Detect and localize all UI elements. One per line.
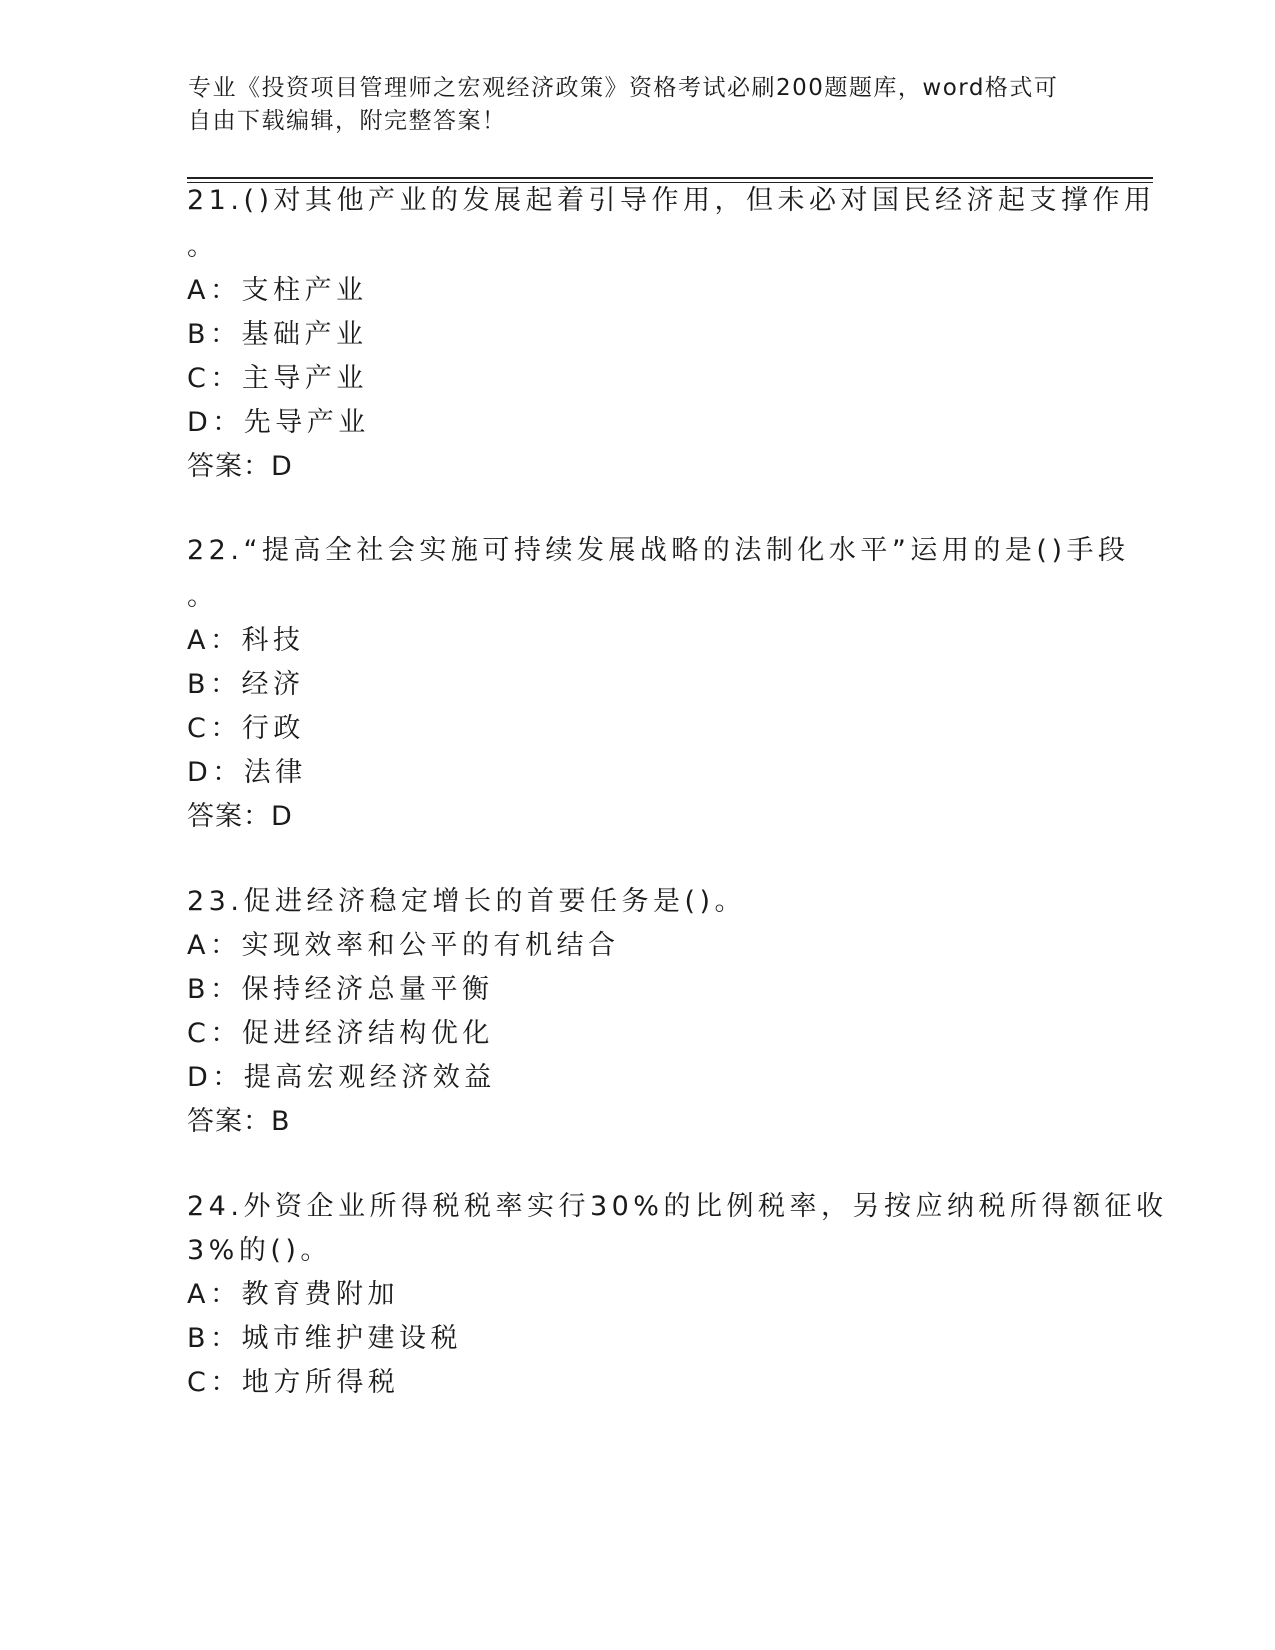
option-b: B：保持经济总量平衡 [187,974,494,1005]
option-a: A：支柱产业 [187,275,368,306]
option-c: C：行政 [187,713,305,744]
question-stem-continuation: 3%的()。 [187,1235,332,1266]
answer: 答案：D [187,801,293,832]
question-stem-continuation: 。 [187,581,219,612]
option-b: B：经济 [187,669,305,700]
question-stem: 22.“提高全社会实施可持续发展战略的法制化水平”运用的是()手段 [187,535,1130,566]
header-line-1: 专业《投资项目管理师之宏观经济政策》资格考试必刷200题题库，word格式可 [188,75,1059,101]
option-a: A：教育费附加 [187,1279,399,1310]
header-divider-thick [187,177,1153,179]
option-a: A：实现效率和公平的有机结合 [187,930,620,961]
option-d: D：提高宏观经济效益 [187,1062,496,1093]
question-stem-continuation: 。 [187,231,219,262]
option-b: B：城市维护建设税 [187,1323,463,1354]
answer: 答案：D [187,451,293,482]
header-divider-thin [187,182,1153,183]
question-stem: 23.促进经济稳定增长的首要任务是()。 [187,886,747,917]
option-c: C：促进经济结构优化 [187,1018,494,1049]
question-stem: 24.外资企业所得税税率实行30%的比例税率，另按应纳税所得额征收 [187,1191,1168,1222]
question-stem: 21.()对其他产业的发展起着引导作用，但未必对国民经济起支撑作用 [187,185,1156,216]
header-line-2: 自由下载编辑，附完整答案！ [188,108,507,134]
option-a: A：科技 [187,625,305,656]
option-d: D：法律 [187,757,307,788]
option-d: D：先导产业 [187,407,370,438]
option-c: C：主导产业 [187,363,368,394]
document-header [188,72,1068,138]
answer: 答案：B [187,1106,291,1137]
option-b: B：基础产业 [187,319,368,350]
option-c: C：地方所得税 [187,1367,400,1398]
